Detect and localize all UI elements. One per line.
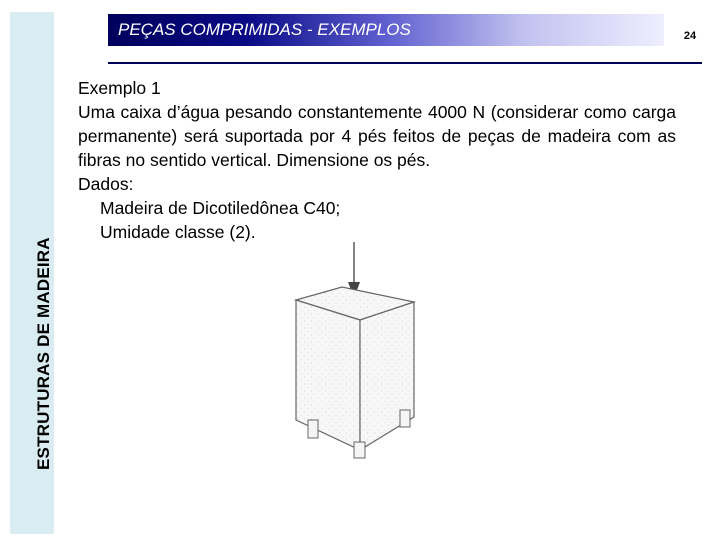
water-tank-illustration <box>282 242 442 462</box>
data-label: Dados: <box>78 174 134 194</box>
bullet-item-humidity-class <box>78 220 676 244</box>
bullet-text: Madeira de Dicotiledônea C40; <box>100 198 341 218</box>
page-title: PEÇAS COMPRIMIDAS - EXEMPLOS <box>118 20 411 39</box>
title-divider <box>108 62 702 64</box>
bullet-item-wood-class <box>78 196 676 220</box>
example-heading: Exemplo 1 <box>78 78 161 98</box>
page-number: 24 <box>683 30 697 42</box>
problem-statement: Uma caixa d’água pesando constantemente 4000 N (considerar como carga permanente) será suportada por 4 pés feitos de peças de madeira com as fibras no sentido vertical. Dimensione os pés. <box>78 102 676 170</box>
bullet-text: Umidade classe (2). <box>100 222 256 242</box>
content-body <box>78 76 676 244</box>
sidebar-label: ESTRUTURAS DE MADEIRA <box>34 237 53 470</box>
title-bar <box>108 14 664 46</box>
